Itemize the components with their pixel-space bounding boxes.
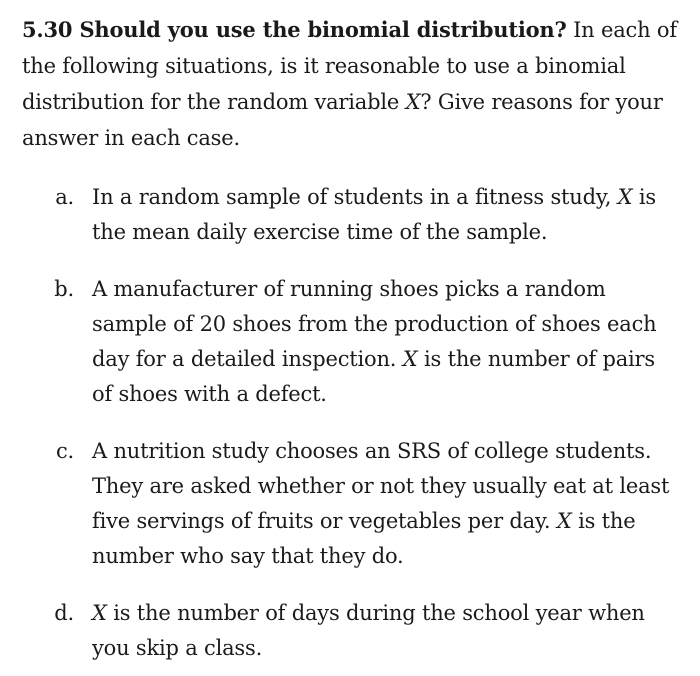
situation-list: [22, 180, 678, 666]
exercise-intro: [22, 12, 678, 156]
intro-variable: X: [405, 90, 421, 114]
list-item-a: [22, 180, 678, 250]
item-variable: X: [617, 185, 633, 209]
item-text-part: A manufacturer of running shoes picks a random sample of 20 shoes from the production of shoes each day for a detailed inspection.: [92, 277, 657, 371]
item-text: [92, 180, 678, 250]
item-text: [92, 434, 678, 574]
exercise-title: 5.30 Should you use the binomial distribution?: [22, 17, 567, 42]
item-text-part: is the mean daily exercise time of the sample.: [92, 185, 657, 244]
item-letter: a.: [55, 185, 74, 209]
intro-text-1: In each of the following situations, is it reasonable to use a binomial distribution for the random variable: [22, 18, 677, 114]
item-variable: X: [92, 601, 107, 625]
item-text-part: is the number of days during the school year when you skip a class.: [92, 601, 645, 660]
item-letter: b.: [54, 277, 74, 301]
list-item-b: [22, 272, 678, 412]
list-item-c: [22, 434, 678, 574]
list-item-d: [22, 596, 678, 666]
item-text-part: is the number of pairs of shoes with a defect.: [92, 347, 655, 406]
item-text: [92, 596, 678, 666]
item-text-part: is the number who say that they do.: [92, 509, 636, 568]
item-letter: c.: [55, 439, 74, 463]
intro-text-2: ? Give reasons for your answer in each case.: [22, 90, 663, 150]
item-variable: X: [556, 509, 572, 533]
item-letter: d.: [54, 601, 74, 625]
item-text-part: A nutrition study chooses an SRS of college students. They are asked whether or not they usually eat at least five servings of fruits or vegetables per day.: [92, 439, 670, 533]
item-text: [92, 272, 678, 412]
item-text-part: In a random sample of students in a fitness study,: [92, 185, 618, 209]
item-variable: X: [402, 347, 418, 371]
